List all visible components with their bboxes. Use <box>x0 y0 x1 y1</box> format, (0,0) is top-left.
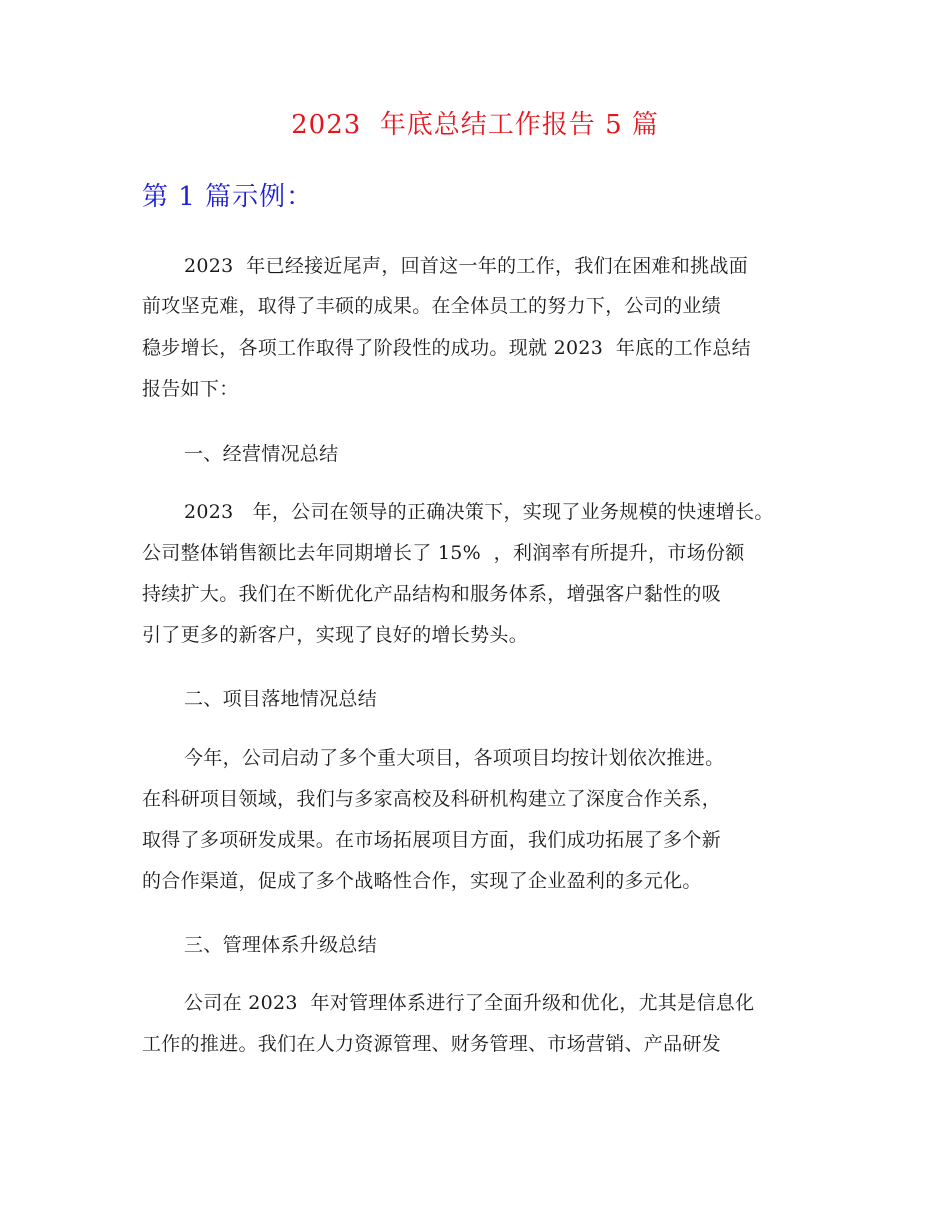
paragraph-line: 工作的推进。我们在人力资源管理、财务管理、市场营销、产品研发 <box>142 1033 722 1055</box>
paragraph-line: 2023 年，公司在领导的正确决策下，实现了业务规模的快速增长。 <box>184 501 774 523</box>
paragraph-line: 的合作渠道，促成了多个战略性合作，实现了企业盈利的多元化。 <box>142 870 702 892</box>
paragraph-line: 前攻坚克难，取得了丰硕的成果。在全体员工的努力下，公司的业绩 <box>142 295 722 317</box>
paragraph-line: 报告如下： <box>142 378 239 400</box>
subsection-heading: 二、项目落地情况总结 <box>184 688 378 710</box>
paragraph-line: 公司整体销售额比去年同期增长了 15% ，利润率有所提升，市场份额 <box>142 542 745 564</box>
paragraph-line: 今年，公司启动了多个重大项目，各项项目均按计划依次推进。 <box>184 747 725 769</box>
section-heading: 第 1 篇示例： <box>142 182 314 212</box>
document-title: 2023 年底总结工作报告 5 篇 <box>291 110 659 140</box>
paragraph-line: 取得了多项研发成果。在市场拓展项目方面，我们成功拓展了多个新 <box>142 829 722 851</box>
paragraph-line: 持续扩大。我们在不断优化产品结构和服务体系，增强客户黏性的吸 <box>142 583 722 605</box>
paragraph-line: 公司在 2023 年对管理体系进行了全面升级和优化，尤其是信息化 <box>184 992 755 1014</box>
subsection-heading: 一、经营情况总结 <box>184 443 339 465</box>
paragraph-line: 引了更多的新客户，实现了良好的增长势头。 <box>142 624 529 646</box>
subsection-heading: 三、管理体系升级总结 <box>184 934 378 956</box>
paragraph-line: 在科研项目领域，我们与多家高校及科研机构建立了深度合作关系， <box>142 788 722 810</box>
paragraph-line: 稳步增长，各项工作取得了阶段性的成功。现就 2023 年底的工作总结 <box>142 337 751 359</box>
paragraph-line: 2023 年已经接近尾声，回首这一年的工作，我们在困难和挑战面 <box>184 255 749 277</box>
